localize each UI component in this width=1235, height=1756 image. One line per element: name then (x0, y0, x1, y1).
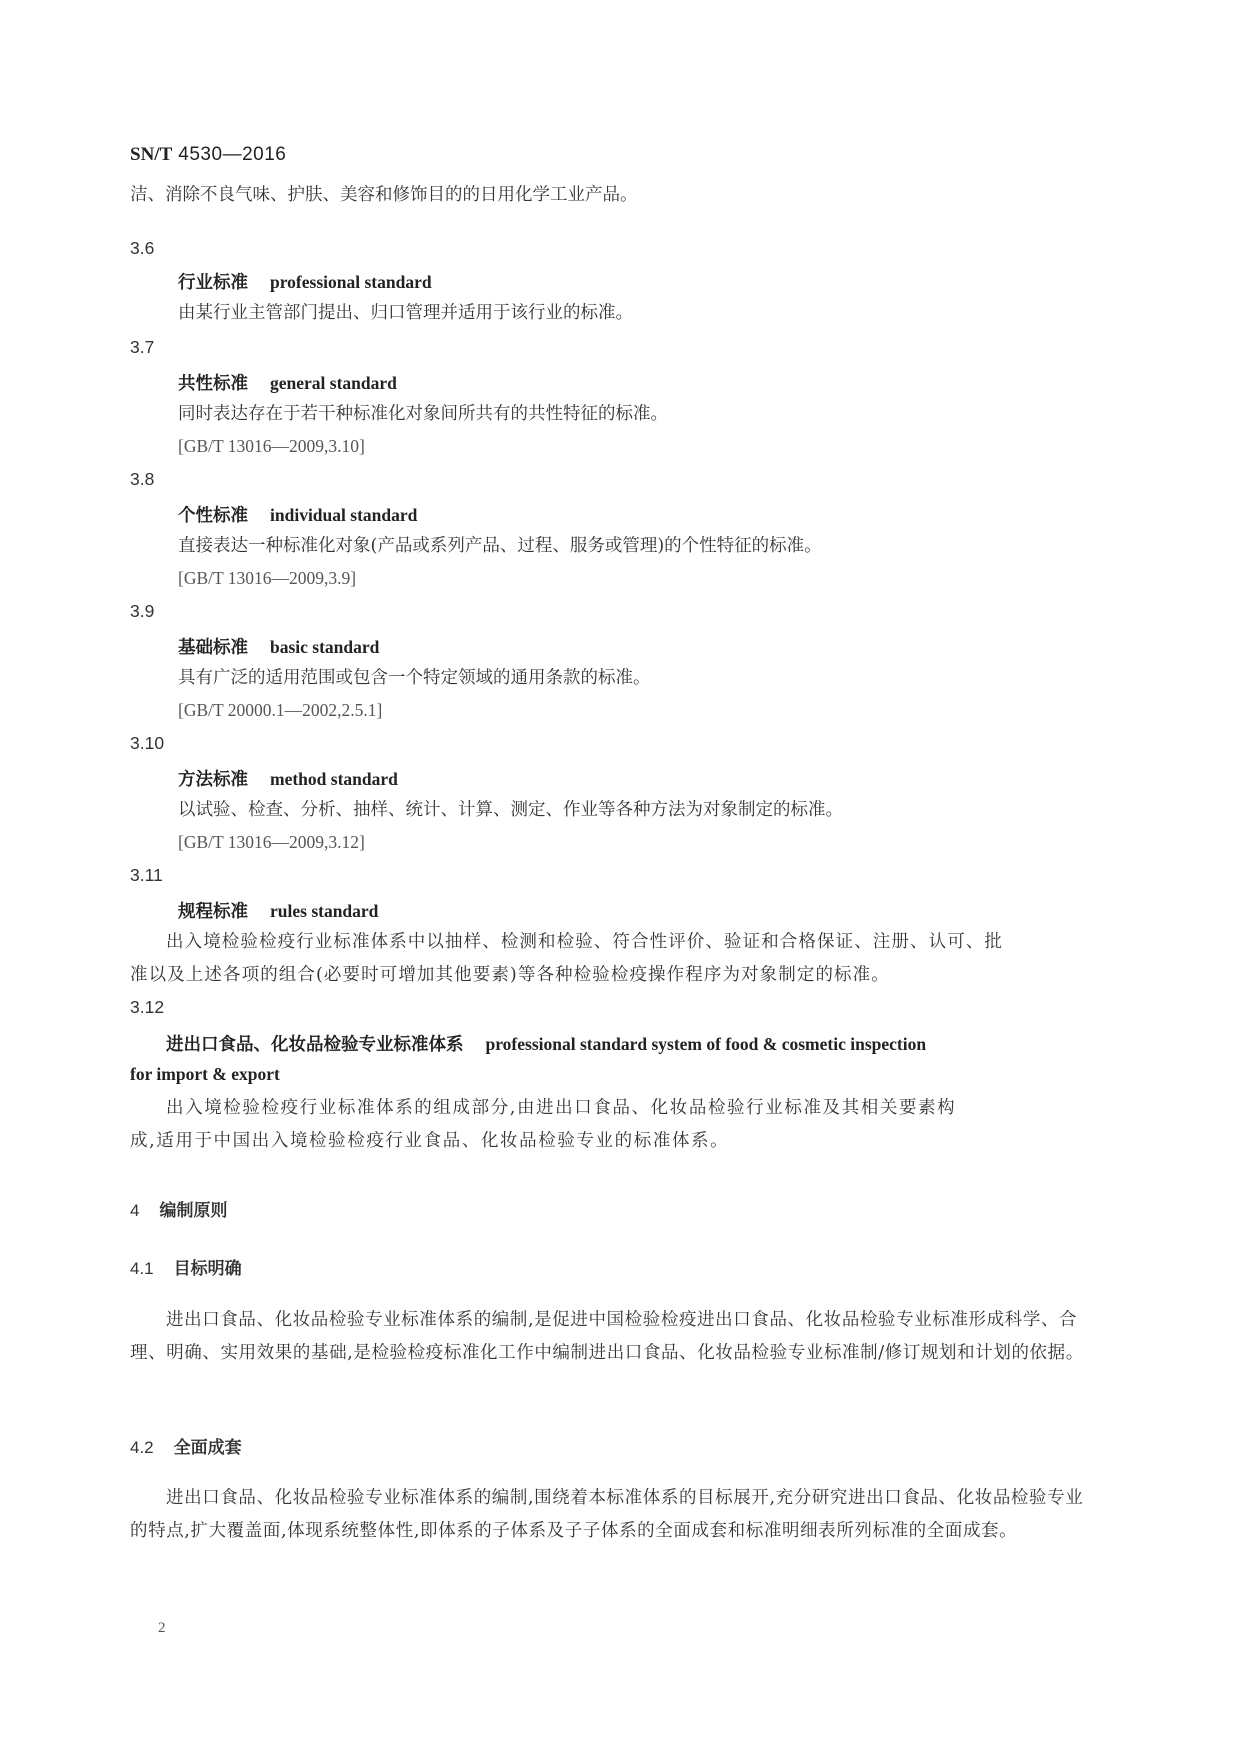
term-en: professional standard system of food & cosmetic inspection (485, 1034, 927, 1054)
continuation-line: 洁、消除不良气味、护肤、美容和修饰目的的日用化学工业产品。 (130, 185, 638, 205)
term-en: professional standard (270, 272, 432, 292)
subsection-body: 进出口食品、化妆品检验专业标准体系的编制,是促进中国检验检疫进出口食品、化妆品检验专业标准形成科学、合理、明确、实用效果的基础,是检验检疫标准化工作中编制进出口食品、化妆品检验专业标准制/修订规划和计划的依据。 (130, 1310, 1084, 1363)
subsection-number: 4.1 (130, 1259, 154, 1278)
clause-number: 3.6 (130, 238, 155, 258)
term-cn: 共性标准 (178, 374, 248, 394)
term-cn: 规程标准 (178, 902, 248, 922)
term-definition: 直接表达一种标准化对象(产品或系列产品、过程、服务或管理)的个性特征的标准。 (178, 536, 822, 556)
term-heading (178, 634, 379, 659)
term-definition: 具有广泛的适用范围或包含一个特定领域的通用条款的标准。 (178, 668, 651, 688)
term-definition: 同时表达存在于若干种标准化对象间所共有的共性特征的标准。 (178, 404, 668, 424)
term-heading (178, 370, 397, 395)
term-cn: 基础标准 (178, 638, 248, 658)
term-definition-line-2: 成,适用于中国出入境检验检疫行业食品、化妆品检验专业的标准体系。 (130, 1131, 730, 1151)
code-number: 4530—2016 (178, 144, 287, 165)
term-en: for import & export (130, 1064, 280, 1084)
section-number: 4 (130, 1201, 140, 1220)
term-en: general standard (270, 373, 397, 393)
subsection-heading (130, 1254, 242, 1279)
term-heading (178, 502, 417, 527)
clause-number: 3.12 (130, 997, 165, 1017)
term-heading-continuation (130, 1064, 280, 1085)
clause-number: 3.10 (130, 733, 165, 753)
term-heading (178, 898, 378, 923)
term-en: individual standard (270, 505, 418, 525)
clause-number: 3.8 (130, 469, 155, 489)
clause-number: 3.11 (130, 865, 163, 885)
page-number: 2 (158, 1620, 166, 1636)
term-en: method standard (270, 769, 398, 789)
code-prefix: SN/T (130, 144, 173, 165)
term-cn: 进出口食品、化妆品检验专业标准体系 (166, 1035, 464, 1055)
subsection-body: 进出口食品、化妆品检验专业标准体系的编制,围绕着本标准体系的目标展开,充分研究进出口食品、化妆品检验专业的特点,扩大覆盖面,体现系统整体性,即体系的子体系及子子体系的全面成套和标准明细表所列标准的全面成套。 (130, 1488, 1084, 1541)
subsection-title: 目标明确 (173, 1259, 242, 1279)
term-en: basic standard (270, 637, 380, 657)
subsection-number: 4.2 (130, 1438, 154, 1457)
term-reference: [GB/T 13016—2009,3.10] (178, 436, 365, 456)
term-reference: [GB/T 13016—2009,3.12] (178, 832, 365, 852)
subsection-heading (130, 1433, 242, 1458)
term-cn: 行业标准 (178, 273, 248, 293)
term-cn: 个性标准 (178, 506, 248, 526)
term-definition: 由某行业主管部门提出、归口管理并适用于该行业的标准。 (178, 303, 633, 323)
term-cn: 方法标准 (178, 770, 248, 790)
term-definition: 以试验、检查、分析、抽样、统计、计算、测定、作业等各种方法为对象制定的标准。 (178, 800, 843, 820)
clause-number: 3.7 (130, 337, 155, 357)
term-heading (178, 766, 398, 791)
term-definition-line-2: 准以及上述各项的组合(必要时可增加其他要素)等各种检验检疫操作程序为对象制定的标准。 (130, 965, 890, 985)
term-reference: [GB/T 13016—2009,3.9] (178, 568, 357, 588)
term-heading (178, 269, 432, 294)
standard-code-header (130, 143, 286, 166)
term-definition-line-1: 出入境检验检疫行业标准体系的组成部分,由进出口食品、化妆品检验行业标准及其相关要素构 (166, 1098, 957, 1118)
section-title: 编制原则 (159, 1201, 228, 1221)
section-heading (130, 1196, 227, 1221)
term-reference: [GB/T 20000.1—2002,2.5.1] (178, 700, 383, 720)
term-en: rules standard (270, 901, 379, 921)
term-definition-line-1: 出入境检验检疫行业标准体系中以抽样、检测和检验、符合性评价、验证和合格保证、注册、认可、批 (166, 932, 1003, 952)
term-heading (166, 1031, 926, 1056)
subsection-title: 全面成套 (173, 1438, 242, 1458)
clause-number: 3.9 (130, 601, 155, 621)
